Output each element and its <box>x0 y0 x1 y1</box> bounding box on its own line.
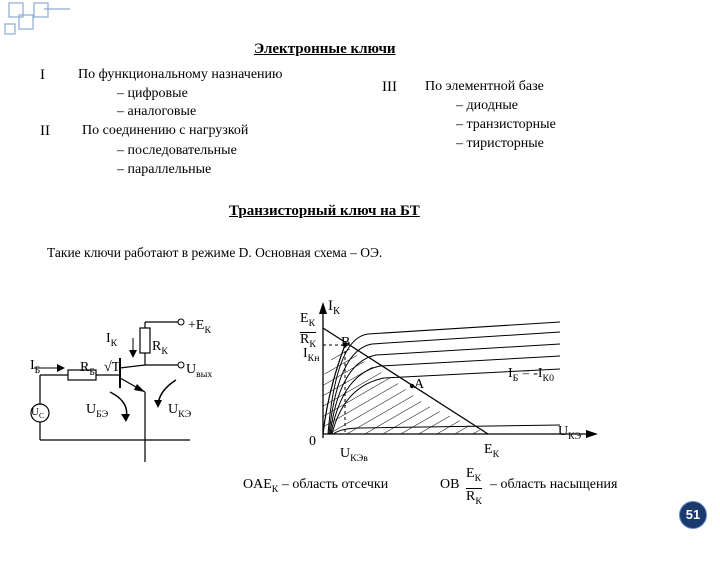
group2-item: – последовательные <box>117 143 237 158</box>
group3-heading: По элементной базе <box>425 79 544 94</box>
transistor-label: √T <box>104 360 121 375</box>
vce-label: $U_{КЭ}$ <box>168 402 192 420</box>
base-current-label: $I_Б$ <box>30 358 41 376</box>
origin-label: 0 <box>309 434 316 449</box>
slide-number-badge: 51 <box>679 501 707 529</box>
cutoff-note: $OAE_К$ – область отсечки <box>243 477 389 495</box>
intro-text: Такие ключи работают в режиме D. Основная схема – ОЭ. <box>47 245 383 260</box>
output-voltage-label: $U_{вых}$ <box>186 362 213 380</box>
group1-item: – цифровые <box>117 86 188 101</box>
source-label: $U_С$ <box>31 406 45 421</box>
saturation-prefix: OB <box>440 477 460 492</box>
base-resistor-label: $R_Б$ <box>80 360 95 378</box>
group3-item: – диодные <box>456 98 518 113</box>
collector-current-label: $I_К$ <box>106 331 118 349</box>
saturation-fraction: $E_К$ $R_К$ <box>466 466 482 507</box>
point-b-label: B <box>341 335 351 350</box>
ek-rk-fraction: $E_К$ $R_К$ <box>300 311 316 350</box>
ukev-label: $U_{КЭв}$ <box>340 446 368 464</box>
group2-numeral: II <box>40 123 50 139</box>
section-title: Транзисторный ключ на БТ <box>229 203 420 219</box>
y-axis-label: $I_К$ <box>328 298 341 317</box>
group2-heading: По соединению с нагрузкой <box>82 123 249 138</box>
supply-label: $+E_К$ <box>188 318 211 336</box>
page-title: Электронные ключи <box>254 41 396 57</box>
ik-sat-label: $I_{Кн}$ <box>303 346 320 364</box>
group2-item: – параллельные <box>117 162 212 177</box>
vbe-label: $U_{БЭ}$ <box>86 402 109 420</box>
saturation-note: – область насыщения <box>490 477 618 492</box>
group3-item: – транзисторные <box>456 117 556 132</box>
ek-x-label: $E_К$ <box>484 442 500 460</box>
point-a-label: A <box>414 377 425 392</box>
ib-curve-label: $I_Б = -I_{К0}$ <box>508 366 554 384</box>
group1-numeral: I <box>40 67 45 83</box>
group3-item: – тиристорные <box>456 136 544 151</box>
group3-numeral: III <box>382 79 397 95</box>
group1-item: – аналоговые <box>117 104 197 119</box>
group1-heading: По функциональному назначению <box>78 67 283 82</box>
x-axis-label: $U_{КЭ}$ <box>558 424 582 442</box>
collector-resistor-label: $R_К$ <box>152 339 168 357</box>
